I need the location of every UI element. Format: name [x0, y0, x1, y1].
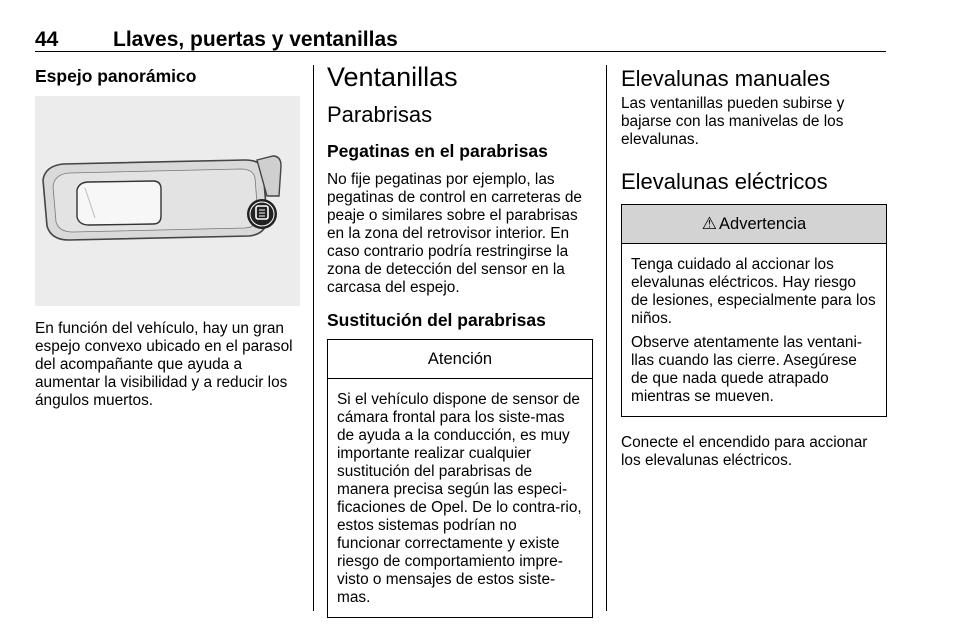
heading-power-windows: Elevalunas eléctricos [621, 169, 828, 194]
sun-visor-mirror-illustration [35, 96, 300, 306]
section-heading-panoramic-mirror: Espejo panorámico [35, 66, 197, 86]
page-header [35, 24, 886, 54]
warning-text-2: Observe atentamente las ventani-llas cuando las cierre. Asegúrese de que nada quede atrapado mientras se mueven. [631, 334, 862, 405]
warning-body [622, 244, 886, 416]
column-3 [621, 62, 887, 470]
header-rule [35, 51, 886, 52]
warning-header [622, 205, 886, 244]
warning-triangle-icon: ⚠ [701, 214, 718, 233]
column-2 [327, 62, 593, 618]
panoramic-mirror-text: En función del vehículo, hay un gran espejo convexo ubicado en el parasol del acompañante que ayuda a aumentar la visibilidad y a reducir los ángulos muertos. [35, 320, 293, 409]
notice-body [328, 379, 592, 617]
column-divider-2 [606, 65, 607, 611]
column-divider-1 [313, 65, 314, 611]
column-1 [35, 62, 300, 409]
warning-box [621, 204, 887, 417]
chapter-title: Llaves, puertas y ventanillas [113, 28, 398, 51]
notice-title: Atención [328, 340, 592, 379]
section-title-windows: Ventanillas [327, 62, 458, 92]
subsection-title-windscreen: Parabrisas [327, 102, 433, 127]
warning-title: Advertencia [719, 214, 807, 233]
manual-windows-text: Las ventanillas pueden subirse y bajarse con las manivelas de los elevalunas. [621, 95, 845, 148]
page-number: 44 [35, 28, 59, 51]
heading-manual-windows: Elevalunas manuales [621, 66, 831, 91]
windscreen-stickers-text: No fije pegatinas por ejemplo, las pegatinas de control en carreteras de peaje o similares sobre el parabrisas en la zona del retrovisor interior. En caso contrario podría restringirse la zona de detección del sensor en la carcasa del espejo. [327, 171, 582, 296]
power-windows-text: Conecte el encendido para accionar los elevalunas eléctricos. [621, 434, 868, 469]
notice-text: Si el vehículo dispone de sensor de cámara frontal para los siste-mas de ayuda a la conducción, es muy importante realizar cualquier sustitución del parabrisas de manera precisa según las especi-ficaciones de Opel. De lo contra-rio, estos sistemas podrían no funcionar correctamente y existe riesgo de comportamiento impre-visto o mensajes de estos siste-mas. [337, 391, 582, 606]
heading-windscreen-replacement: Sustitución del parabrisas [327, 310, 546, 330]
warning-text-1: Tenga cuidado al accionar los elevalunas eléctricos. Hay riesgo de lesiones, especialmente para los niños. [631, 256, 876, 327]
heading-windscreen-stickers: Pegatinas en el parabrisas [327, 141, 548, 161]
notice-box [327, 339, 593, 618]
